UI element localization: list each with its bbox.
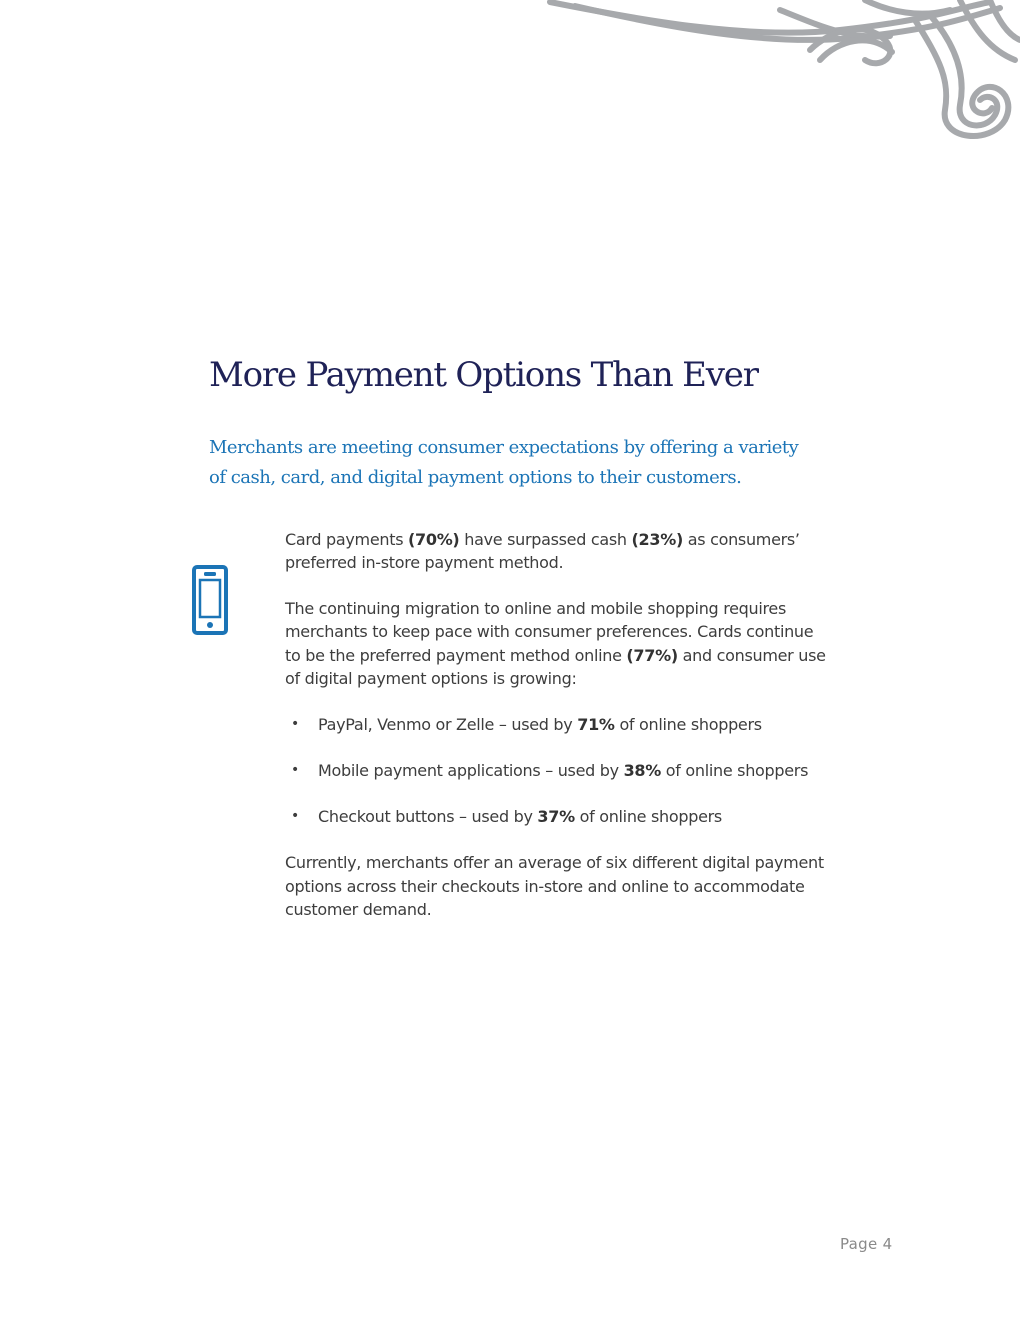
text-fragment: and consumer use bbox=[677, 645, 826, 665]
bullet-marker: • bbox=[291, 716, 299, 733]
paragraph-card-vs-cash bbox=[285, 528, 885, 575]
mobile-phone-icon bbox=[191, 565, 229, 637]
subtitle-line: Merchants are meeting consumer expectations by offering a variety bbox=[209, 437, 799, 458]
text-line bbox=[285, 644, 885, 667]
list-item-text: of online shoppers bbox=[660, 761, 809, 781]
text-line: customer demand. bbox=[285, 900, 432, 920]
page-title: More Payment Options Than Ever bbox=[209, 355, 758, 395]
list-item bbox=[285, 805, 885, 828]
text-line: merchants to keep pace with consumer preferences. Cards continue bbox=[285, 622, 814, 642]
list-item-text: of online shoppers bbox=[614, 715, 762, 735]
paragraph-online-migration bbox=[285, 597, 885, 691]
list-item bbox=[285, 713, 885, 736]
list-item-stat: 71% bbox=[577, 715, 615, 735]
list-item bbox=[285, 759, 885, 782]
text-line: preferred in-store payment method. bbox=[285, 553, 564, 573]
text-line: options across their checkouts in-store and online to accommodate bbox=[285, 876, 805, 896]
text-fragment: as consumers’ bbox=[682, 530, 800, 549]
bullet-marker: • bbox=[291, 808, 299, 825]
text-line: Currently, merchants offer an average of six different digital payment bbox=[285, 853, 824, 873]
text-line: The continuing migration to online and mobile shopping requires bbox=[285, 598, 787, 618]
text-fragment: Card payments bbox=[285, 530, 409, 549]
list-item-stat: 37% bbox=[537, 807, 575, 827]
stat-online-card-share: (77%) bbox=[626, 645, 678, 665]
list-item-text: Checkout buttons – used by bbox=[318, 807, 538, 827]
body-text bbox=[285, 528, 885, 922]
list-item-text: PayPal, Venmo or Zelle – used by bbox=[318, 715, 578, 735]
stat-cash-share: (23%) bbox=[631, 530, 683, 549]
text-fragment: have surpassed cash bbox=[459, 530, 632, 549]
subtitle bbox=[209, 433, 849, 493]
stat-card-share: (70%) bbox=[408, 530, 460, 549]
decorative-swirl-ornament bbox=[520, 0, 1020, 145]
page-number: Page 4 bbox=[840, 1235, 893, 1253]
list-item-text: Mobile payment applications – used by bbox=[318, 761, 624, 781]
subtitle-line: of cash, card, and digital payment options to their customers. bbox=[209, 467, 742, 488]
text-fragment: to be the preferred payment method online bbox=[285, 645, 627, 665]
text-line bbox=[285, 528, 885, 551]
paragraph-digital-options bbox=[285, 851, 885, 921]
digital-payment-list bbox=[285, 713, 885, 828]
text-line: of digital payment options is growing: bbox=[285, 669, 577, 689]
list-item-text: of online shoppers bbox=[574, 807, 722, 827]
list-item-stat: 38% bbox=[623, 761, 661, 781]
bullet-marker: • bbox=[291, 762, 299, 779]
